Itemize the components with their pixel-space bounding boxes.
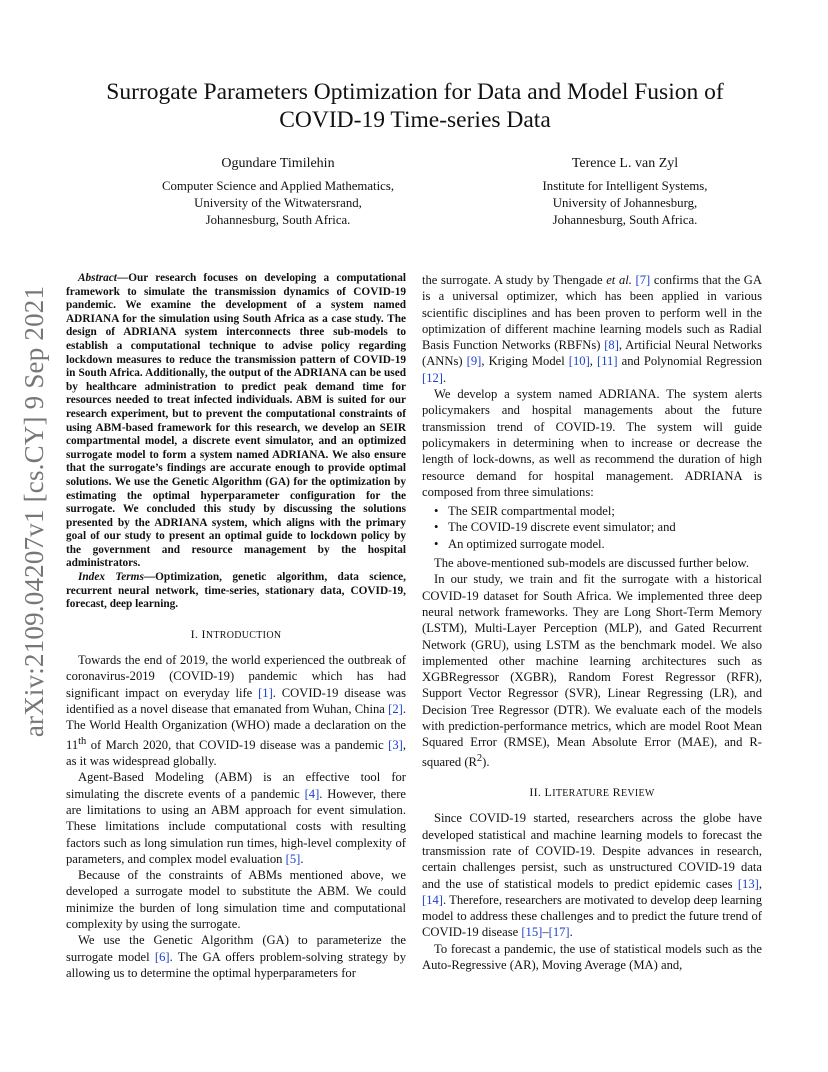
citation-link[interactable]: [6] bbox=[154, 949, 170, 964]
citation-link[interactable]: [10] bbox=[568, 354, 590, 369]
author-affiliation-line: University of the Witwatersrand, bbox=[194, 196, 362, 210]
author-affiliation-line: Computer Science and Applied Mathematics, bbox=[161, 179, 395, 193]
right-paragraph-3: The above-mentioned sub-models are discussed further below. bbox=[434, 556, 749, 571]
intro-paragraph-1: Towards the end of 2019, the world experienced the outbreak of coronavirus-2019 (COVID-19) pandemic which has had significant impact on everyday life [1]. COVID-19 disease was identified as a novel disease that emanated from Wuhan, China [2]. The World Health Organization (WHO) made a declaration on the 11th of March 2020, that COVID-19 disease was a pandemic [3], as it was widespread globally. bbox=[66, 653, 406, 769]
left-column bbox=[66, 272, 406, 981]
intro-paragraph-2: Agent-Based Modeling (ABM) is an effective tool for simulating the discrete events of a pandemic [4]. However, there are limitations to using an ABM approach for event simulation. These limitations include computational costs with resulting factors such as long simulation run times, high-level complexity of parameters, and complex model evaluation [5]. bbox=[66, 770, 406, 866]
index-terms-text: —Optimization, genetic algorithm, data science, recurrent neural network, time-series, stationary data, COVID-19, forecast, deep learning. bbox=[66, 571, 406, 611]
citation-link[interactable]: [7] bbox=[635, 273, 651, 287]
author-affiliation-line: Johannesburg, South Africa. bbox=[552, 213, 698, 227]
abstract bbox=[66, 272, 406, 571]
index-terms bbox=[66, 571, 406, 612]
right-paragraph-1: the surrogate. A study by Thengade et al. [7] confirms that the GA is a universal optimizer, which has been applied in various scientific disciplines and has been proven to perform well in the optimization of different machine learning models such as Radial Basis Function Networks (RBFNs) [8], Artificial Neural Networks (ANNs) [9], Kriging Model [10], [11] and Polynomial Regression [12]. bbox=[422, 273, 762, 385]
abstract-text: —Our research focuses on developing a computational framework to simulate the transmission dynamics of COVID-19 pandemic. We examine the development of a system named ADRIANA for the simulation using South Africa as a case study. The design of ADRIANA system interconnects three sub-models to establish a computational technique to advise policy regarding lockdown measures to reduce the transmission pattern of COVID-19 in South Africa. Additionally, the output of the ADRIANA can be used by healthcare administration to predict peak demand time for resources needed to treat infected individuals. ABM is suited for our research experiment, but to prevent the computational constraints of using ABM-based framework for this research, we develop an SEIR compartmental model, a discrete event simulator, and an optimized surrogate model to form a system named ADRIANA. We also ensure that the surrogate’s findings are accurate enough to provide optimal solutions. We use the Genetic Algorithm (GA) for the optimization by estimating the optimal hyperparameter configuration for the surrogate. We concluded this study by discussing the solutions presented by the ADRIANA system, which aligns with the primary goal of our study to present an optimal guide to lockdown policy by the government and resource management by the hospital administrators. bbox=[66, 272, 406, 570]
list-item: • An optimized surrogate model. bbox=[448, 536, 762, 552]
author-name: Ogundare Timilehin bbox=[221, 156, 335, 171]
author-block-2 bbox=[470, 155, 780, 229]
citation-link[interactable]: [4] bbox=[304, 786, 320, 801]
intro-paragraph-3: Because of the constraints of ABMs mentioned above, we developed a surrogate model to substitute the ABM. We could minimize the burden of long simulation time and computational complexity by using the surrogate. bbox=[66, 868, 406, 932]
citation-link[interactable]: [3] bbox=[388, 737, 403, 752]
citation-link[interactable]: [11] bbox=[597, 354, 618, 369]
list-item: • The COVID-19 discrete event simulator; and bbox=[448, 519, 762, 535]
arxiv-identifier-text: arXiv:2109.04207v1 [cs.CY] 9 Sep 2021 bbox=[19, 285, 50, 737]
submodel-list bbox=[422, 503, 762, 552]
section-heading-introduction: I. INTRODUCTION bbox=[190, 626, 282, 641]
author-name: Terence L. van Zyl bbox=[571, 156, 679, 171]
right-paragraph-4: In our study, we train and fit the surrogate with a historical COVID-19 dataset for South Africa. We implemented three deep neural network frameworks. They are Long Short-Term Memory (LSTM), Multi-Layer Perception (MLP), and Gated Recurrent Network (GRU), using LSTM as the benchmark model. We also implemented other machine learning architectures such as XGBRegressor (XGBR), Random Forest Regressor (RFR), Support Vector Regressor (SVR), Linear Regressing (LR), and Decision Tree Regressor (DTR). We evaluate each of the models with prediction-performance metrics, which are model Root Mean Squared Error (RMSE), Mean Absolute Error (MAE), and R-squared $(R^2)$. bbox=[422, 572, 762, 769]
citation-link[interactable]: [17] bbox=[548, 925, 570, 940]
citation-link[interactable]: [12] bbox=[422, 370, 443, 385]
index-terms-label: Index Terms bbox=[78, 571, 144, 584]
intro-paragraph-4: We use the Genetic Algorithm (GA) to parameterize the surrogate model [6]. The GA offers problem-solving strategy by allowing us to determine the optimal hyperparameters for bbox=[66, 933, 406, 980]
citation-link[interactable]: [13] bbox=[737, 876, 759, 891]
citation-link[interactable]: [1] bbox=[258, 685, 273, 700]
author-block-1 bbox=[130, 155, 426, 229]
author-affiliation-line: Institute for Intelligent Systems, bbox=[542, 179, 708, 193]
right-paragraph-2: We develop a system named ADRIANA. The system alerts policymakers and hospital managements about the future transmission trend of COVID-19. The system will guide policymakers in determining when to increase or decrease the length of lock-downs, as well as recommend the duration of high resource demand for hospital management. ADRIANA is composed from three simulations: bbox=[422, 387, 762, 499]
citation-link[interactable]: [8] bbox=[604, 338, 619, 353]
lit-paragraph-2: To forecast a pandemic, the use of statistical models such as the Auto-Regressive (AR), Moving Average (MA) and, bbox=[422, 941, 762, 973]
paper-title: Surrogate Parameters Optimization for Data and Model Fusion of COVID-19 Time-series Data bbox=[106, 79, 724, 133]
list-item: • The SEIR compartmental model; bbox=[448, 503, 762, 519]
author-affiliation-line: University of Johannesburg, bbox=[552, 196, 698, 210]
author-affiliation-line: Johannesburg, South Africa. bbox=[205, 213, 351, 227]
citation-link[interactable]: [9] bbox=[466, 354, 482, 369]
abstract-label: Abstract bbox=[78, 272, 117, 284]
citation-link[interactable]: [2] bbox=[388, 702, 403, 717]
citation-link[interactable]: [5] bbox=[285, 851, 301, 866]
citation-link[interactable]: [14] bbox=[422, 892, 443, 907]
arxiv-identifier bbox=[18, 285, 52, 737]
lit-paragraph-1: Since COVID-19 started, researchers across the globe have developed statistical and machine learning models to forecast the transmission rate of COVID-19. Despite advances in research, certain challenges persist, such as unstructured COVID-19 data and the use of statistical models to predict epidemic cases [13], [14]. Therefore, researchers are motivated to develop deep learning model to address these challenges and to predict the future trend of COVID-19 disease [15]–[17]. bbox=[422, 811, 762, 940]
right-column bbox=[422, 272, 762, 973]
section-heading-literature-review: II. LITERATURE REVIEW bbox=[529, 785, 655, 800]
citation-link[interactable]: [15] bbox=[521, 925, 543, 940]
